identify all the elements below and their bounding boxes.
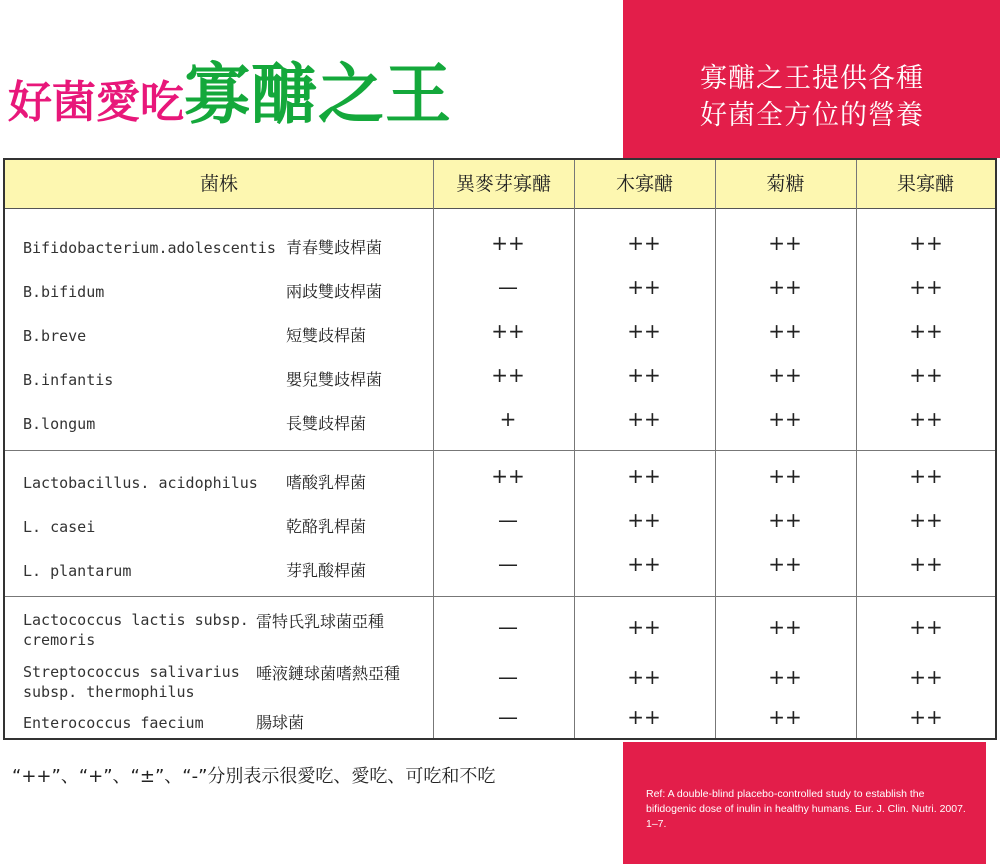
latin-name: Lactococcus lactis subsp. xyxy=(23,611,249,629)
title-part-1: 好菌愛吃 xyxy=(8,77,184,128)
latin-name: B.breve xyxy=(23,327,87,345)
chinese-name: 芽乳酸桿菌 xyxy=(286,561,367,580)
table-header xyxy=(5,160,995,209)
inulin-value: ++ xyxy=(768,363,802,387)
slogan-line-1: 寡醣之王提供各種 xyxy=(700,63,924,94)
xos-value: ++ xyxy=(627,464,661,488)
fos-value: ++ xyxy=(909,363,943,387)
slogan-line-2: 好菌全方位的營養 xyxy=(700,100,924,131)
header-imo: 異麥芽寡醣 xyxy=(455,173,551,195)
header-inulin: 菊糖 xyxy=(766,173,805,195)
latin-name: L. casei xyxy=(23,518,96,536)
header-fos: 果寡醣 xyxy=(896,173,954,195)
inulin-value: ++ xyxy=(768,705,802,729)
inulin-value: ++ xyxy=(768,508,802,532)
chinese-name: 腸球菌 xyxy=(256,713,305,732)
fos-value: ++ xyxy=(909,665,943,689)
imo-value: ++ xyxy=(491,231,525,255)
oligosaccharide-table xyxy=(3,158,997,740)
group-divider xyxy=(5,596,995,597)
imo-value: — xyxy=(498,275,518,299)
group-divider xyxy=(5,450,995,451)
inulin-value: ++ xyxy=(768,231,802,255)
fos-value: ++ xyxy=(909,319,943,343)
xos-value: ++ xyxy=(627,275,661,299)
latin-name: Streptococcus salivarius xyxy=(23,663,240,681)
title-part-2: 寡醣之王 xyxy=(184,56,452,133)
xos-value: ++ xyxy=(627,705,661,729)
fos-value: ++ xyxy=(909,231,943,255)
imo-value: ++ xyxy=(491,464,525,488)
imo-value: ++ xyxy=(491,363,525,387)
chinese-name: 兩歧雙歧桿菌 xyxy=(286,282,383,301)
imo-value: — xyxy=(498,508,518,532)
header-xos: 木寡醣 xyxy=(615,173,673,195)
latin-name: Bifidobacterium.adolescentis xyxy=(23,239,276,257)
latin-name: B.bifidum xyxy=(23,283,105,301)
inulin-value: ++ xyxy=(768,665,802,689)
fos-value: ++ xyxy=(909,464,943,488)
fos-value: ++ xyxy=(909,407,943,431)
column-divider xyxy=(433,160,434,738)
fos-value: ++ xyxy=(909,552,943,576)
xos-value: ++ xyxy=(627,363,661,387)
imo-value: — xyxy=(498,705,518,729)
latin-name: L. plantarum xyxy=(23,562,132,580)
latin-name: Lactobacillus. acidophilus xyxy=(23,474,258,492)
xos-value: ++ xyxy=(627,508,661,532)
legend-note: “++”、“+”、“±”、“-”分別表示很愛吃、愛吃、可吃和不吃 xyxy=(12,766,496,787)
inulin-value: ++ xyxy=(768,552,802,576)
chinese-name: 雷特氏乳球菌亞種 xyxy=(256,612,385,631)
latin-name-line-2: subsp. thermophilus xyxy=(23,683,195,701)
latin-name: B.infantis xyxy=(23,371,114,389)
fos-value: ++ xyxy=(909,615,943,639)
inulin-value: ++ xyxy=(768,275,802,299)
latin-name: B.longum xyxy=(23,415,96,433)
reference-note: Ref: A double-blind placebo-controlled study to establish the bifidogenic dose of inulin in healthy humans. Eur. J. Clin. Nutri. 2007. 1–7. xyxy=(646,788,966,830)
imo-value: — xyxy=(498,665,518,689)
chinese-name: 嬰兒雙歧桿菌 xyxy=(286,370,383,389)
chinese-name: 唾液鏈球菌嗜熱亞種 xyxy=(256,664,401,683)
inulin-value: ++ xyxy=(768,407,802,431)
xos-value: ++ xyxy=(627,407,661,431)
xos-value: ++ xyxy=(627,665,661,689)
page-title xyxy=(8,56,452,133)
latin-name-line-2: cremoris xyxy=(23,631,96,649)
xos-value: ++ xyxy=(627,615,661,639)
xos-value: ++ xyxy=(627,319,661,343)
chinese-name: 長雙歧桿菌 xyxy=(286,414,367,433)
fos-value: ++ xyxy=(909,508,943,532)
chinese-name: 青春雙歧桿菌 xyxy=(286,238,383,257)
imo-value: — xyxy=(498,552,518,576)
fos-value: ++ xyxy=(909,705,943,729)
inulin-value: ++ xyxy=(768,319,802,343)
fos-value: ++ xyxy=(909,275,943,299)
chinese-name: 嗜酸乳桿菌 xyxy=(286,473,367,492)
xos-value: ++ xyxy=(627,231,661,255)
imo-value: — xyxy=(498,615,518,639)
xos-value: ++ xyxy=(627,552,661,576)
chinese-name: 乾酪乳桿菌 xyxy=(286,517,367,536)
header-strain: 菌株 xyxy=(199,173,238,195)
imo-value: ++ xyxy=(491,319,525,343)
chinese-name: 短雙歧桿菌 xyxy=(286,326,367,345)
inulin-value: ++ xyxy=(768,615,802,639)
inulin-value: ++ xyxy=(768,464,802,488)
imo-value: + xyxy=(499,407,517,431)
latin-name: Enterococcus faecium xyxy=(23,714,204,732)
